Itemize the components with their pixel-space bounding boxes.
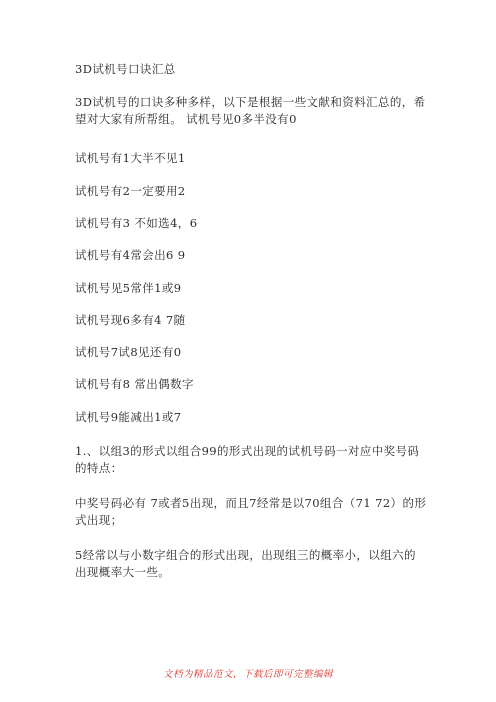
rule-line: 试机号有4常会出6 9 [75, 248, 186, 262]
rule-line: 试机号有1大半不见1 [75, 151, 186, 165]
intro-paragraph: 3D试机号的口诀多种多样，以下是根据一些文献和资料汇总的，希望对大家有所帮组。 试机号见0多半没有0 [75, 95, 426, 126]
rule-line: 试机号现6多有4 7随 [75, 313, 186, 327]
point-paragraph: 中奖号码必有 7或者5出现，而且7经常是以70组合（71 72）的形式出现； [75, 496, 427, 527]
rule-line: 试机号有8 常出偶数字 [75, 377, 194, 391]
rule-line: 试机号见5常伴1或9 [75, 281, 182, 295]
rule-line: 试机号7试8见还有0 [75, 345, 182, 359]
rule-line: 试机号有2一定要用2 [75, 184, 186, 198]
document-title: 3D试机号口诀汇总 [75, 62, 176, 76]
point-paragraph: 5经常以与小数字组合的形式出现，出现组三的概率小，以组六的出现概率大一些。 [75, 548, 416, 579]
footer-watermark: 文档为精品范文，下载后即可完整编辑 [162, 669, 333, 680]
rule-line: 试机号有3 不如选4，6 [75, 216, 198, 230]
section-paragraph: 1.、以组3的形式以组合99的形式出现的试机号码一对应中奖号码的特点： [75, 444, 420, 475]
rule-line: 试机号9能减出1或7 [75, 410, 182, 424]
